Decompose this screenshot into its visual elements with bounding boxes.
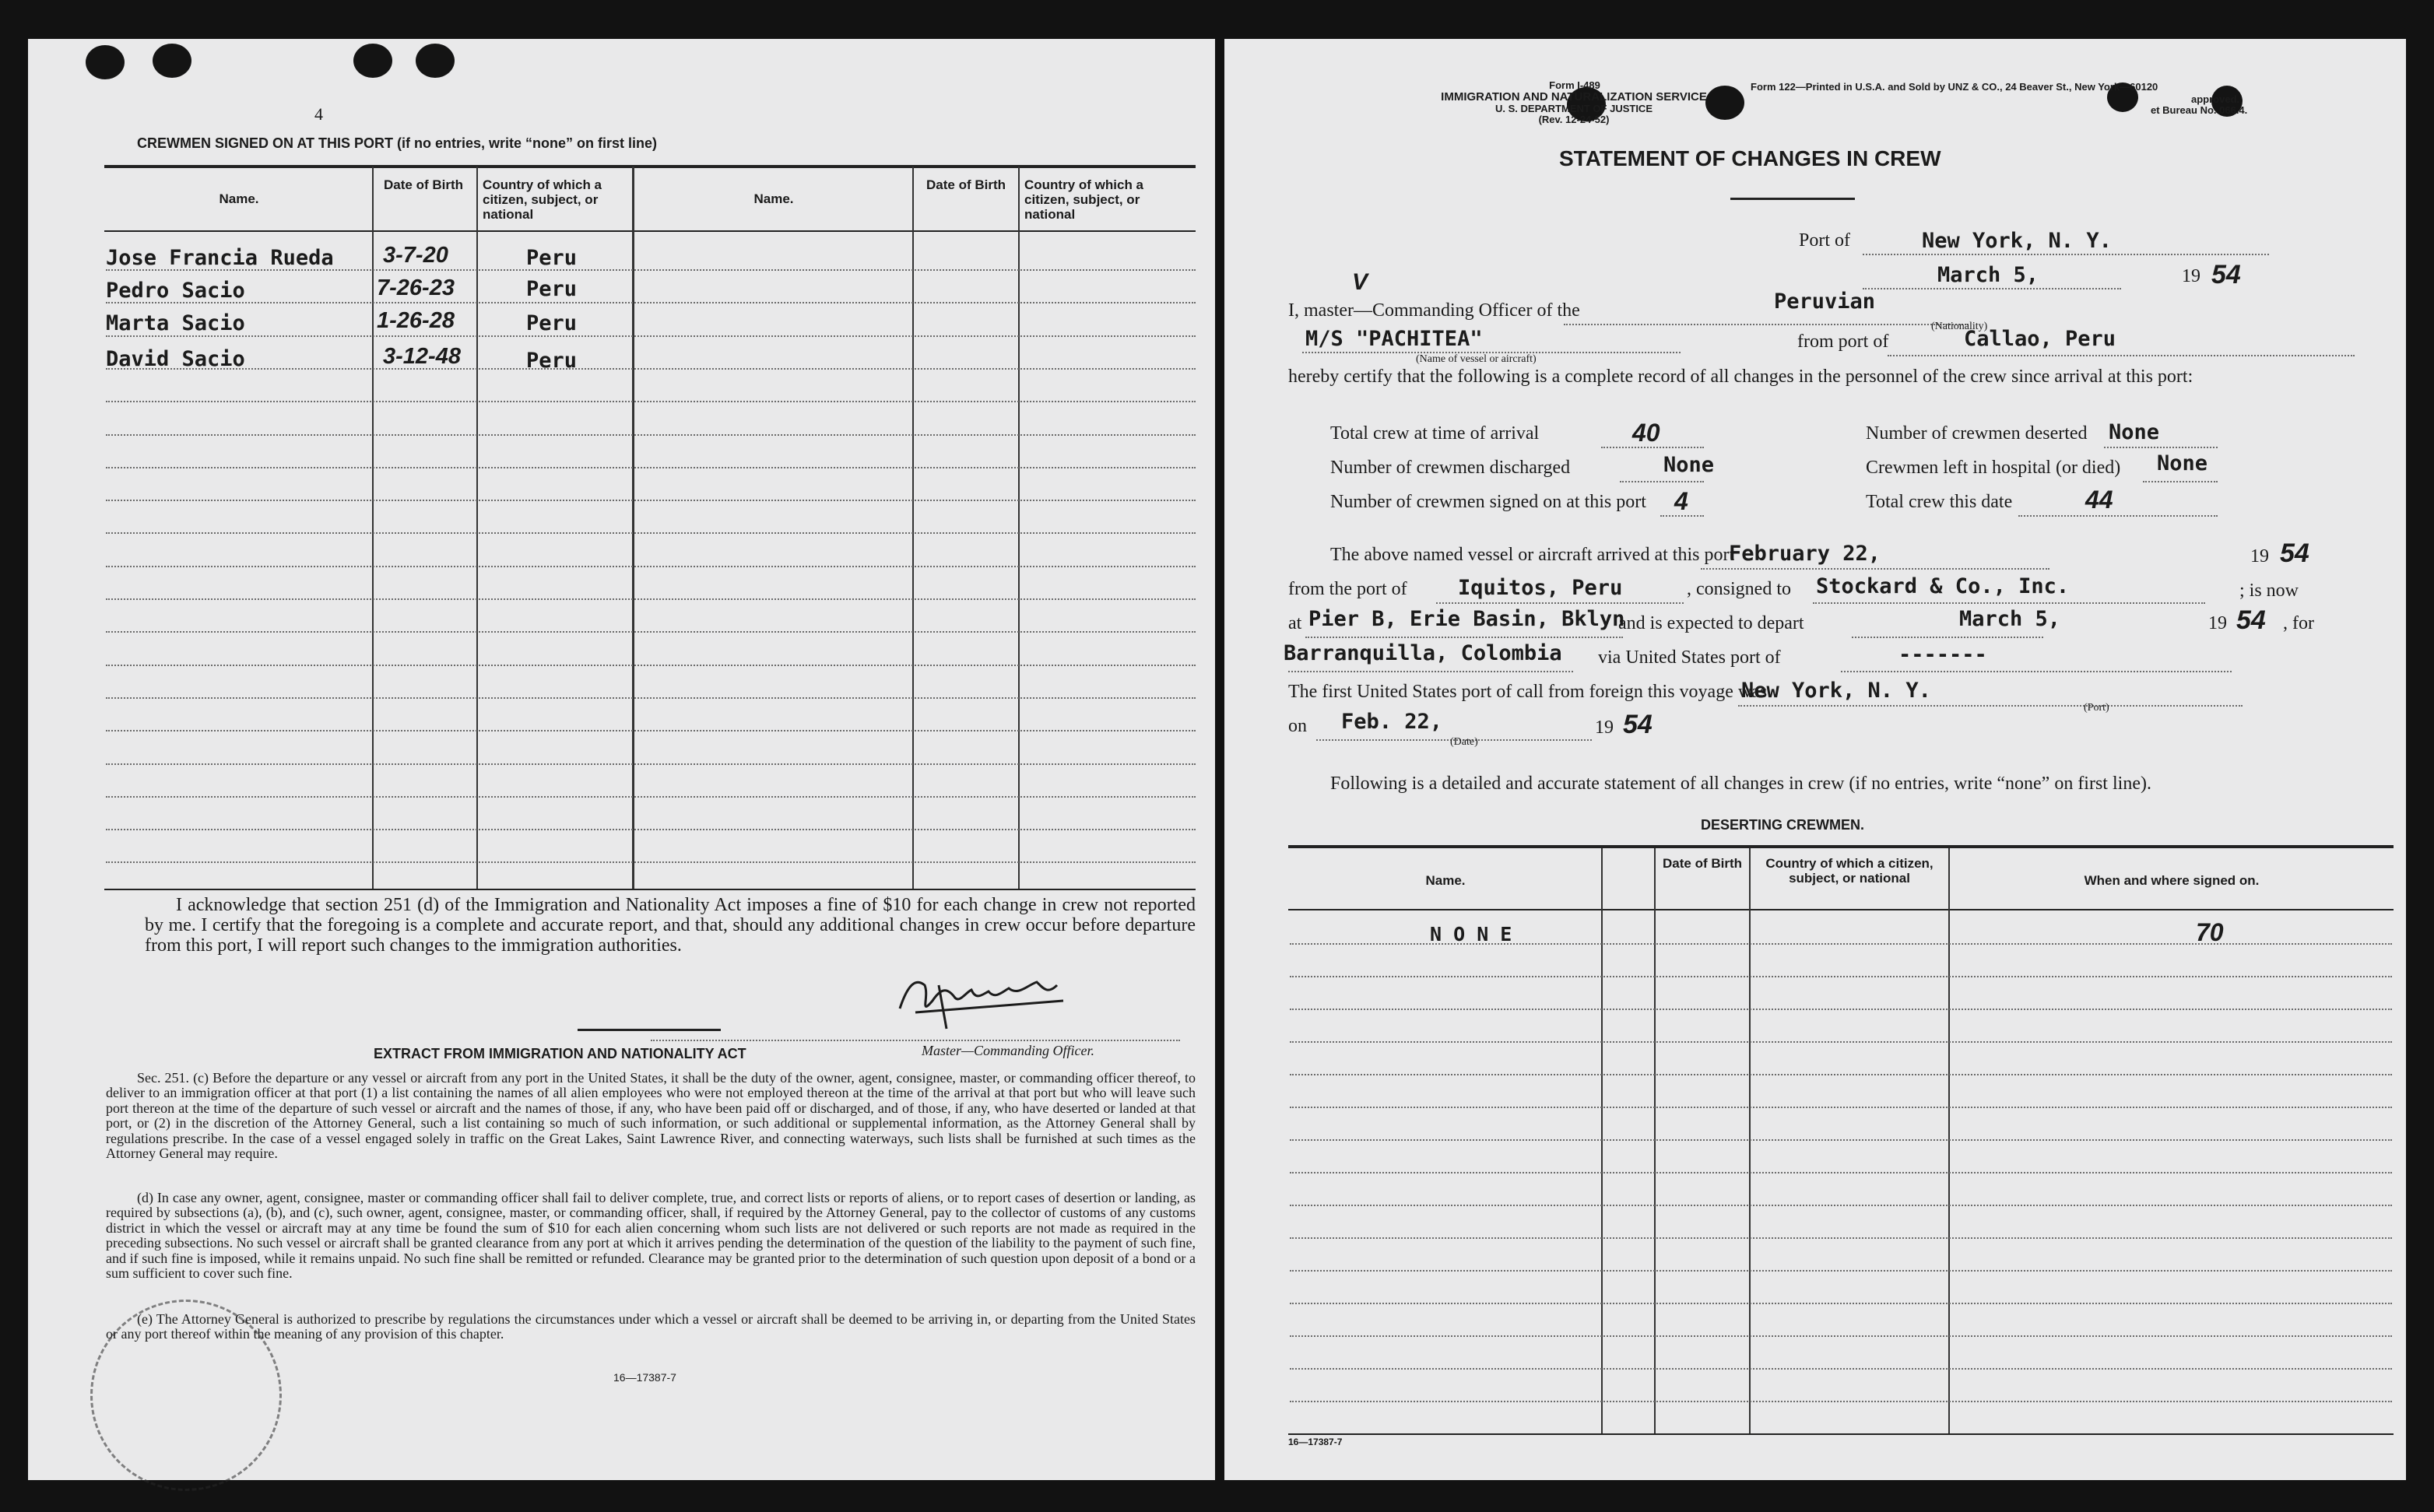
date-caption: (Date) xyxy=(1450,736,1478,748)
vessel-value: M/S "PACHITEA" xyxy=(1305,327,1483,351)
row-line xyxy=(1290,1172,2392,1173)
deserted-label: Number of crewmen deserted xyxy=(1866,423,2088,444)
crew-dob: 3-12-48 xyxy=(383,344,461,369)
punch-hole xyxy=(353,44,392,78)
page-number: 4 xyxy=(314,104,323,124)
approved-text: approved. xyxy=(2191,93,2240,105)
certify-prefix: I, master—Commanding Officer of the xyxy=(1288,300,1580,321)
deserting-table-top-rule xyxy=(1288,845,2394,848)
punch-hole xyxy=(153,44,191,78)
col-country-header-2: Country of which a citizen, subject, or national xyxy=(1024,177,1143,222)
right-page xyxy=(1224,39,2406,1480)
col-dob-header: Date of Birth xyxy=(384,177,463,192)
row-line xyxy=(106,500,1196,501)
acknowledgement-text: I acknowledge that section 251 (d) of the Immigration and Nationality Act imposes a fine of $10 for each change in crew not reported by me. I certify that the foregoing is a complete and accurate report, and that, should any additional changes in crew occur before departure from this port, I will report such changes to the immigration authorities. xyxy=(145,895,1196,956)
row-line xyxy=(1290,1139,2392,1141)
signed-on-label: Number of crewmen signed on at this port xyxy=(1330,492,1646,512)
vessel-caption: (Name of vessel or aircraft) xyxy=(1416,353,1537,365)
arrived-label: The above named vessel or aircraft arrived at this port xyxy=(1330,545,1735,565)
printer-line: Form 122—Printed in U.S.A. and Sold by UNZ & CO., 24 Beaver St., New York—60120 xyxy=(1751,81,2158,93)
extract-section-e: (e) The Attorney General is authorized to prescribe by regulations the circumstances under which a vessel or aircraft shall be deemed to be arriving in, or departing from the United States or any port thereof within the meaning of any provision of this chapter. xyxy=(106,1311,1196,1342)
from-the-port-label: from the port of xyxy=(1288,579,1407,599)
form-code: 16—17387-7 xyxy=(613,1371,676,1384)
crew-country: Peru xyxy=(526,246,578,270)
row-line xyxy=(1290,1205,2392,1206)
row-line xyxy=(106,861,1196,863)
crew-name: Jose Francia Rueda xyxy=(106,246,334,270)
hospital-label: Crewmen left in hospital (or died) xyxy=(1866,458,2121,478)
consigned-label: , consigned to xyxy=(1687,579,1791,599)
crew-dob: 3-7-20 xyxy=(383,243,448,268)
crew-name: Pedro Sacio xyxy=(106,279,245,303)
crew-country: Peru xyxy=(526,311,578,335)
row-line xyxy=(106,829,1196,830)
row-line xyxy=(106,434,1196,436)
deserting-title: DESERTING CREWMEN. xyxy=(1701,817,1865,833)
at-label: at xyxy=(1288,613,1302,633)
arrived-year: 54 xyxy=(2280,538,2309,568)
col-dob-header-2: Date of Birth xyxy=(926,177,1006,192)
consigned-value: Stockard & Co., Inc. xyxy=(1816,574,2070,598)
on-year: 54 xyxy=(1623,710,1653,739)
total-today-label: Total crew this date xyxy=(1866,492,2013,512)
col-name-header: Name. xyxy=(219,191,259,206)
table-header-rule xyxy=(104,230,1196,232)
statement-title: STATEMENT OF CHANGES IN CREW xyxy=(1559,146,1941,170)
is-now-label: ; is now xyxy=(2239,581,2299,601)
row-line xyxy=(106,631,1196,633)
for-label: , for xyxy=(2283,613,2314,633)
first-port-value: New York, N. Y. xyxy=(1741,679,1931,703)
depart-value: March 5, xyxy=(1959,607,2061,631)
certify-text: hereby certify that the following is a complete record of all changes in the personnel of the crew since arrival at this port: xyxy=(1288,367,2193,387)
row-line xyxy=(1290,1401,2392,1402)
at-value: Pier B, Erie Basin, Bklyn xyxy=(1308,607,1625,631)
table-bottom-rule xyxy=(104,889,1196,890)
row-line xyxy=(1290,1303,2392,1304)
row-line xyxy=(1290,1074,2392,1075)
row-line xyxy=(1290,1009,2392,1010)
from-the-port-value: Iquitos, Peru xyxy=(1458,576,1623,600)
port-caption: (Port) xyxy=(2084,702,2109,714)
nationality-caption: (Nationality) xyxy=(1931,321,1988,332)
crew-dob: 7-26-23 xyxy=(377,275,455,300)
row-line xyxy=(106,730,1196,731)
arrived-year-prefix: 19 xyxy=(2250,546,2269,567)
hospital-value: None xyxy=(2157,451,2208,475)
destination-value: Barranquilla, Colombia xyxy=(1284,641,1562,665)
crew-country: Peru xyxy=(526,277,578,301)
total-arrival-value: 40 xyxy=(1632,419,1660,447)
crew-name: Marta Sacio xyxy=(106,311,245,335)
deserting-entry-none: N O N E xyxy=(1430,923,1512,945)
row-line xyxy=(106,302,1196,303)
depart-year-prefix: 19 xyxy=(2208,613,2227,633)
form-code: 16—17387-7 xyxy=(1288,1437,1343,1447)
row-line xyxy=(1290,1237,2392,1239)
row-line xyxy=(1290,1270,2392,1272)
depart-label: and is expected to depart xyxy=(1618,613,1804,633)
crew-name: David Sacio xyxy=(106,347,245,371)
row-line xyxy=(106,697,1196,699)
row-line xyxy=(1290,1107,2392,1108)
from-port-value: Callao, Peru xyxy=(1964,327,2116,351)
deserting-note: 70 xyxy=(2196,918,2224,946)
form-number: Form I-489 xyxy=(1549,79,1600,91)
extract-section-d: (d) In case any owner, agent, consignee, master or commanding officer shall fail to deliver complete, true, and correct lists or reports of aliens, or to report cases of desertion or landing, as required by subsections (a), (b), and (c), such owner, agent, consignee, master, or commanding officer, shall, if required by the Attorney General, pay to the collector of customs of any customs district in which the vessel or aircraft may at any time be found the sum of $10 for each alien concerning whom such lists are not delivered or such reports are not made as required in the preceding subsections. No such vessel or aircraft shall be granted clearance from any port at which it arrives pending the determination of the question of the liability to the payment of such fine, and if such fine is imposed, while it remains unpaid. No such fine shall be remitted or refunded. Clearance may be granted prior to the determination of such question upon deposit of a bond or a sum sufficient to cover such fine. xyxy=(106,1190,1196,1282)
discharged-label: Number of crewmen discharged xyxy=(1330,458,1571,478)
signed-on-value: 4 xyxy=(1674,487,1688,515)
following-text: Following is a detailed and accurate statement of all changes in crew (if no entries, write “none” on first line). xyxy=(1330,774,2151,794)
row-line xyxy=(106,532,1196,534)
crew-country: Peru xyxy=(526,349,578,373)
punch-hole xyxy=(86,45,125,79)
row-line xyxy=(106,401,1196,402)
date-year-prefix: 19 xyxy=(2182,266,2200,286)
row-line xyxy=(1290,1335,2392,1337)
extract-title: EXTRACT FROM IMMIGRATION AND NATIONALITY ACT xyxy=(374,1046,746,1061)
deserting-table-header-rule xyxy=(1288,909,2394,910)
on-label: on xyxy=(1288,716,1307,736)
port-label: Port of xyxy=(1799,230,1850,251)
via-value: ------- xyxy=(1898,643,1987,667)
circular-stamp xyxy=(90,1300,282,1491)
port-value: New York, N. Y. xyxy=(1922,229,2112,253)
total-today-value: 44 xyxy=(2085,486,2113,514)
row-line xyxy=(106,368,1196,370)
row-line xyxy=(106,763,1196,765)
table-top-rule xyxy=(104,165,1196,168)
first-port-label: The first United States port of call from foreign this voyage was xyxy=(1288,682,1768,702)
department-name: U. S. DEPARTMENT OF JUSTICE xyxy=(1495,103,1653,114)
row-line xyxy=(1290,1368,2392,1370)
check-mark: V xyxy=(1352,269,1368,295)
total-arrival-label: Total crew at time of arrival xyxy=(1330,423,1540,444)
agency-name: IMMIGRATION AND NATURALIZATION SERVICE xyxy=(1441,90,1707,103)
col-name-header-2: Name. xyxy=(753,191,794,206)
nationality-value: Peruvian xyxy=(1774,289,1876,314)
date-year: 54 xyxy=(2211,260,2241,289)
depart-year: 54 xyxy=(2236,605,2266,635)
row-line xyxy=(1290,976,2392,977)
on-year-prefix: 19 xyxy=(1595,717,1614,738)
row-line xyxy=(106,335,1196,337)
left-page xyxy=(28,39,1215,1480)
master-signature xyxy=(884,954,1087,1040)
on-value: Feb. 22, xyxy=(1341,710,1443,734)
desert-col-dob-header: Date of Birth xyxy=(1663,856,1742,871)
row-line xyxy=(106,467,1196,468)
form-revision: (Rev. 12-24-52) xyxy=(1538,114,1610,125)
row-line xyxy=(106,796,1196,798)
crew-signed-on-title: CREWMEN SIGNED ON AT THIS PORT (if no entries, write “none” on first line) xyxy=(137,135,658,151)
extract-section-c: Sec. 251. (c) Before the departure or any vessel or aircraft from any port in the United States, it shall be the duty of the owner, agent, consignee, master, or commanding officer thereof, to deliver to an immigration officer at that port (1) a list containing the names of all alien employees who were not employed thereon at the time of the arrival at that port but who will leave such port thereon at the time of the departure of such vessel or aircraft and the names of those, if any, who have been paid off or discharged, and of those, if any, who have deserted or landed at that port, or (2) in the discretion of the Attorney General, such a list containing so much of such information, or such additional or supplemental information, as the Attorney General shall by regulations prescribe. In the case of a vessel engaged solely in traffic on the Great Lakes, Saint Lawrence River, and connecting waterways, such lists shall be furnished at such times as the Attorney General may require. xyxy=(106,1070,1196,1162)
bureau-number: et Bureau No. 066.4. xyxy=(2151,104,2248,116)
punch-hole xyxy=(416,44,455,78)
row-line xyxy=(106,598,1196,600)
arrived-value: February 22, xyxy=(1729,542,1881,566)
desert-col-country-header: Country of which a citizen, subject, or national xyxy=(1765,856,1934,886)
via-label: via United States port of xyxy=(1598,647,1781,668)
desert-col-when-header: When and where signed on. xyxy=(2084,873,2260,888)
desert-col-name-header: Name. xyxy=(1425,873,1466,888)
col-country-header: Country of which a citizen, subject, or national xyxy=(483,177,602,222)
signature-caption: Master—Commanding Officer. xyxy=(922,1043,1094,1058)
crew-dob: 1-26-28 xyxy=(377,308,455,333)
row-line xyxy=(1290,1041,2392,1043)
deserting-table-bottom-rule xyxy=(1288,1433,2394,1435)
deserted-value: None xyxy=(2109,420,2160,444)
row-line xyxy=(106,566,1196,567)
date-value: March 5, xyxy=(1937,263,2039,287)
from-port-label: from port of xyxy=(1797,332,1889,352)
discharged-value: None xyxy=(1663,453,1715,477)
row-line xyxy=(106,665,1196,666)
